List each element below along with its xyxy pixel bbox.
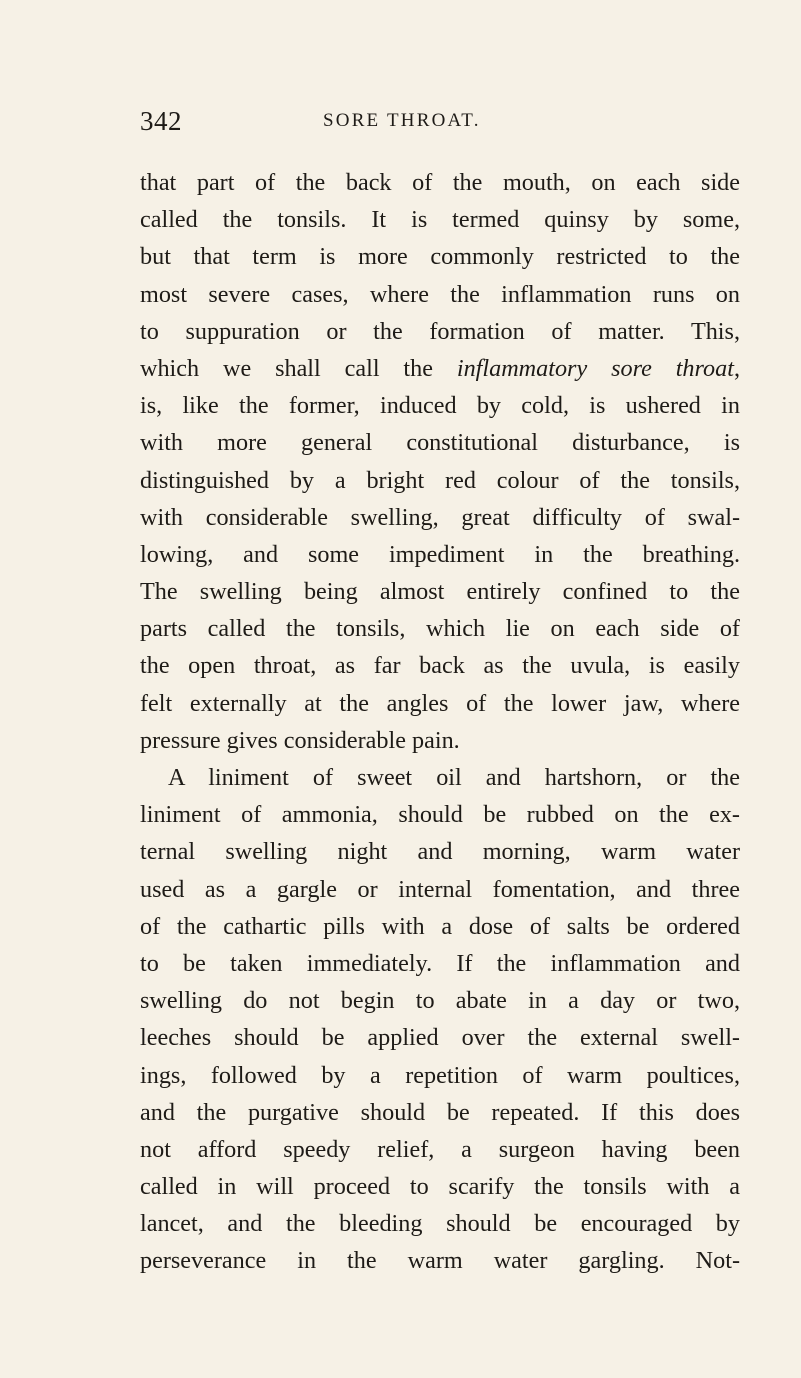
italic-term: inflammatory sore throat <box>456 354 734 382</box>
text-line: used as a gargle or internal fomentation, and three <box>140 875 740 903</box>
text-line: called in will proceed to scarify the tonsils with a <box>140 1173 740 1201</box>
text-line: swelling do not begin to abate in a day or two, <box>140 987 740 1015</box>
page-number: 342 <box>140 106 182 136</box>
text-line: distinguished by a bright red colour of the tonsils, <box>140 466 740 494</box>
text-line: that part of the back of the mouth, on each side <box>140 169 740 196</box>
text-line: is, like the former, induced by cold, is ushered in <box>140 392 740 420</box>
text-line: called the tonsils. It is termed quinsy by some, <box>140 206 740 234</box>
running-title: SORE THROAT. <box>323 110 481 131</box>
text-line: ings, followed by a repetition of warm poultices, <box>140 1061 740 1089</box>
text-line: lowing, and some impediment in the breathing. <box>140 540 740 568</box>
text-line: most severe cases, where the inflammation runs on <box>140 280 740 308</box>
text-line: with more general constitutional disturbance, is <box>140 429 740 457</box>
text-line: lancet, and the bleeding should be encouraged by <box>140 1210 740 1238</box>
text-line: parts called the tonsils, which lie on each side of <box>140 615 740 643</box>
running-head <box>140 106 740 140</box>
text-line: A liniment of sweet oil and hartshorn, or the <box>168 764 740 791</box>
text-line: leeches should be applied over the external swell- <box>140 1024 740 1052</box>
text-line: to be taken immediately. If the inflammation and <box>140 949 740 977</box>
text-fragment: , <box>733 354 740 382</box>
text-line: to suppuration or the formation of matter. This, <box>140 317 740 345</box>
text-line: and the purgative should be repeated. If this does <box>140 1098 740 1126</box>
text-fragment: which we shall call the <box>140 354 433 382</box>
text-line: of the cathartic pills with a dose of salts be ordered <box>140 912 740 940</box>
text-line: but that term is more commonly restricted to the <box>140 243 740 271</box>
text-line: pressure gives considerable pain. <box>140 726 460 754</box>
text-line: not afford speedy relief, a surgeon having been <box>140 1135 740 1163</box>
body-text <box>140 164 740 1280</box>
text-line: with considerable swelling, great difficulty of swal- <box>140 503 740 531</box>
text-line: the open throat, as far back as the uvula, is easily <box>140 652 740 680</box>
text-line: felt externally at the angles of the lower jaw, where <box>140 689 740 717</box>
text-line: The swelling being almost entirely confined to the <box>140 578 740 606</box>
text-line: liniment of ammonia, should be rubbed on the ex- <box>140 801 740 829</box>
text-line: perseverance in the warm water gargling. Not- <box>140 1247 740 1275</box>
text-line: ternal swelling night and morning, warm water <box>140 838 740 866</box>
text-line-with-italic <box>140 350 740 387</box>
